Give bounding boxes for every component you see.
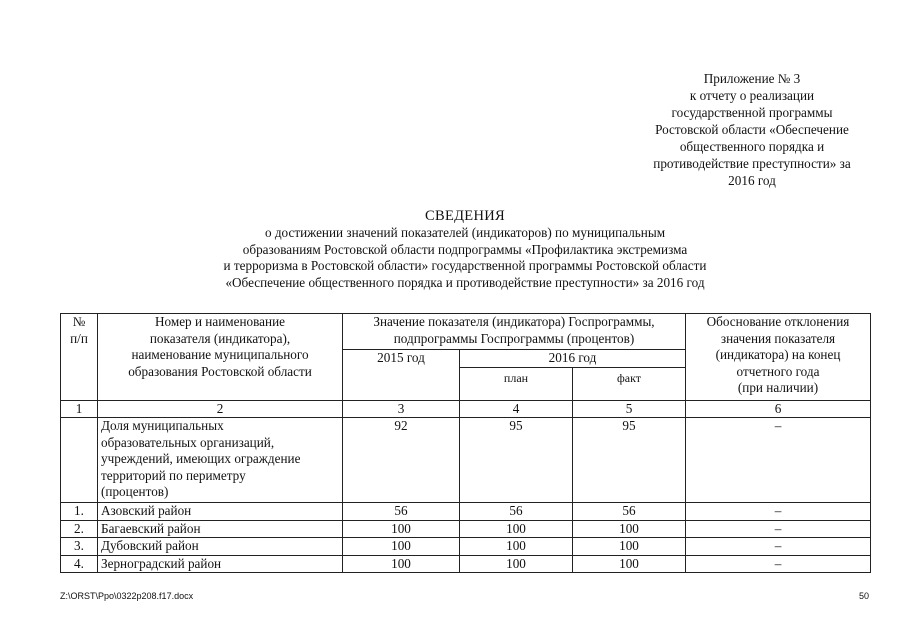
appendix-line: противодействие преступности» за	[653, 156, 851, 171]
header-name-line: образования Ростовской области	[128, 363, 312, 379]
table-row	[61, 555, 871, 573]
column-numbers-row	[61, 400, 871, 418]
indicator-name-line: территорий по периметру	[101, 467, 246, 483]
header-plan: план	[460, 367, 573, 400]
title-heading: СВЕДЕНИЯ	[425, 208, 505, 224]
header-reason-line: (при наличии)	[737, 380, 819, 395]
row-num: 3.	[61, 538, 98, 556]
row-plan: 56	[460, 503, 573, 521]
header-fact: факт	[573, 367, 686, 400]
table-row	[61, 538, 871, 556]
header-name-line: показателя (индикатора),	[149, 330, 291, 346]
title-line: и терроризма в Ростовской области» государственной программы Ростовской области	[223, 258, 707, 273]
header-num-line: №	[72, 314, 86, 329]
header-name-line: наименование муниципального	[131, 347, 309, 362]
row-reason: –	[686, 555, 871, 573]
appendix-line: Приложение № 3	[703, 71, 801, 86]
row-district: Багаевский район	[98, 520, 343, 538]
header-reason-line: Обоснование отклонения	[706, 314, 850, 329]
indicator-name-line: Доля муниципальных	[101, 418, 224, 433]
indicator-name-line: образовательных организаций,	[101, 434, 275, 450]
indicator-reason: –	[686, 418, 871, 503]
column-number: 5	[573, 400, 686, 418]
row-district: Дубовский район	[98, 538, 343, 556]
row-reason: –	[686, 520, 871, 538]
row-reason: –	[686, 503, 871, 521]
header-deviation-reason	[686, 314, 871, 401]
row-value-2015: 100	[343, 555, 460, 573]
appendix-line: к отчету о реализации	[689, 88, 815, 103]
row-district: Азовский район	[98, 503, 343, 521]
row-fact: 56	[573, 503, 686, 521]
row-num: 2.	[61, 520, 98, 538]
column-number: 3	[343, 400, 460, 418]
file-path: Z:\ORST\Ppo\0322p208.f17.docx	[60, 591, 194, 601]
header-indicator-value	[343, 314, 686, 350]
header-year-2015: 2015 год	[343, 350, 460, 401]
table-header-row	[61, 314, 871, 350]
title-line: образованиям Ростовской области подпрограммы «Профилактика экстремизма	[242, 241, 688, 257]
table-row	[61, 503, 871, 521]
header-year-2016: 2016 год	[460, 350, 686, 368]
document-title	[100, 207, 830, 291]
indicator-name	[98, 418, 343, 503]
row-fact: 100	[573, 520, 686, 538]
indicator-num	[61, 418, 98, 503]
row-num: 1.	[61, 503, 98, 521]
column-number: 4	[460, 400, 573, 418]
header-indicator-name	[98, 314, 343, 401]
row-fact: 100	[573, 538, 686, 556]
indicator-row	[61, 418, 871, 503]
row-value-2015: 56	[343, 503, 460, 521]
row-fact: 100	[573, 555, 686, 573]
column-number: 1	[61, 400, 98, 418]
row-district: Зерноградский район	[98, 555, 343, 573]
appendix-line: государственной программы	[671, 105, 833, 120]
row-num: 4.	[61, 555, 98, 573]
column-number: 2	[98, 400, 343, 418]
header-num-line: п/п	[70, 330, 88, 346]
column-number: 6	[686, 400, 871, 418]
appendix-line: Ростовской области «Обеспечение	[655, 122, 849, 137]
row-value-2015: 100	[343, 520, 460, 538]
appendix-line: 2016 год	[728, 173, 776, 188]
row-plan: 100	[460, 538, 573, 556]
title-line: «Обеспечение общественного порядка и противодействие преступности» за 2016 год	[225, 274, 705, 290]
indicator-name-line: (процентов)	[101, 484, 169, 499]
header-reason-line: отчетного года	[736, 363, 820, 379]
header-num	[61, 314, 98, 401]
appendix-note	[612, 70, 892, 189]
header-reason-line: (индикатора) на конец	[715, 347, 841, 362]
indicator-name-line: учреждений, имеющих ограждение	[101, 451, 301, 466]
table-row	[61, 520, 871, 538]
title-line: о достижении значений показателей (индикаторов) по муниципальным	[264, 225, 666, 240]
indicators-table	[60, 313, 871, 573]
header-value-line: Значение показателя (индикатора) Госпрограммы,	[373, 314, 655, 329]
row-reason: –	[686, 538, 871, 556]
header-name-line: Номер и наименование	[154, 314, 285, 329]
header-reason-line: значения показателя	[720, 330, 836, 346]
row-value-2015: 100	[343, 538, 460, 556]
indicator-fact: 95	[573, 418, 686, 503]
row-plan: 100	[460, 555, 573, 573]
header-value-line: подпрограммы Госпрограммы (процентов)	[393, 330, 635, 346]
indicator-value-2015: 92	[343, 418, 460, 503]
appendix-line: общественного порядка и	[679, 139, 825, 154]
page-number: 50	[858, 591, 869, 601]
indicator-plan: 95	[460, 418, 573, 503]
row-plan: 100	[460, 520, 573, 538]
